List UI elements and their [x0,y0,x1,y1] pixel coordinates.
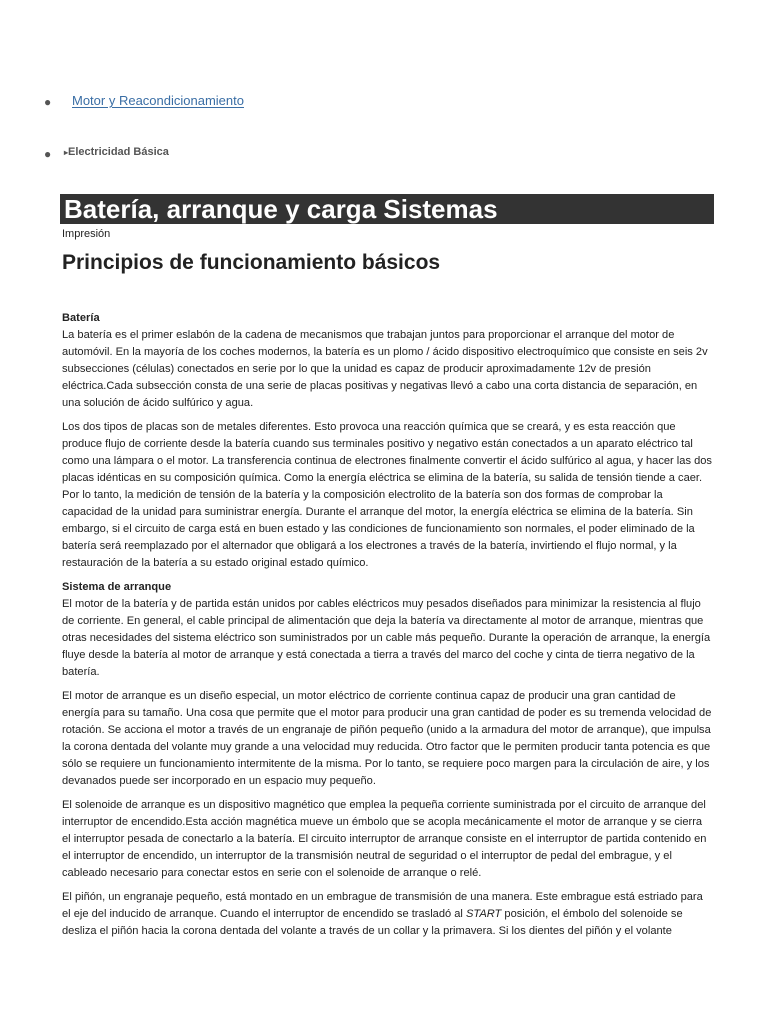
print-link[interactable]: Impresión [62,228,111,240]
breadcrumb-label: Electricidad Básica [68,146,169,158]
paragraph: Los dos tipos de placas son de metales diferentes. Esto provoca una reacción química que se creará, y es esta reacción que produce flujo de corriente desde la batería cuando sus terminales positivo y negativo están conectados a un aparato eléctrico tal como una lámpara o el motor. La transferencia continua de electrones finalmente convertir el ácido sulfúrico al agua, y hacer las dos placas idénticas en su composición química. Como la energía eléctrica se elimina de la batería, su salida de tensión tiende a caer. Por lo tanto, la medición de tensión de la batería y la composición electrolito de la batería son dos formas de comprobar la capacidad de la unidad para suministrar energía. Durante el arranque del motor, la energía eléctrica se elimina de la batería. Sin embargo, si el circuito de carga está en buen estado y las condiciones de funcionamiento son normales, el poder eliminado de la batería será reemplazado por el alternador que obligará a los electrones a través de la batería, invirtiendo el flujo normal, y la restauración de la batería a su estado original estado químico. [62,421,712,569]
page-title: Batería, arranque y carga Sistemas [60,194,714,224]
section-subtitle: Principios de funcionamiento básicos [62,251,441,274]
motor-reacondicionamiento-link[interactable]: Motor y Reacondicionamiento [72,93,244,108]
paragraph: El solenoide de arranque es un dispositivo magnético que emplea la pequeña corriente suministrada por el circuito de arranque del interruptor de encendido.Esta acción magnética mueve un émbolo que se acopla mecánicamente el motor de arranque y se cierra el interruptor pesada de conectarlo a la batería. El circuito interruptor de arranque consiste en el interruptor de partida contenido en el interruptor de encendido, un interruptor de la transmisión neutral de seguridad o el interruptor de pedal del embrague, y el cableado necesario para conectar estos en serie con el solenoide de arranque o relé. [62,799,707,879]
start-emphasis: START [465,908,502,920]
paragraph-text: posición, el émbolo del solenoide se desliza el piñón hacia la corona dentada del volante a través de un collar y la primavera. Si los dientes del piñón y el volante [62,908,683,937]
paragraph [62,889,712,940]
paragraph: El motor de arranque es un diseño especial, un motor eléctrico de corriente continua capaz de producir una gran cantidad de energía para su tamaño. Una cosa que permite que el motor para producir una gran cantidad de poder es su tremenda velocidad de rotación. Se acciona el motor a través de un engranaje de piñón pequeño (unido a la armadura del motor de arranque), que impulsa la corona dentada del volante muy grande a una velocidad muy reducida. Otro factor que le permiten producir tanta potencia es que sólo se requiere un funcionamiento intermitente de la misma. Por lo tanto, se requiere poco margen para la circulación de aire, y los devanados puede ser incorporado en un espacio muy pequeño. [62,690,712,787]
paragraph: El motor de la batería y de partida están unidos por cables eléctricos muy pesados diseñados para minimizar la resistencia al flujo de corriente. En general, el cable principal de alimentación que deja la batería va directamente al motor de arranque, mientras que otras necesidades del sistema eléctrico son suministrados por un cable más pequeño. Durante la operación de arranque, la energía fluye desde la batería al motor de arranque y está conectada a tierra a través del marco del coche y cinta de tierra negativo de la batería. [62,598,711,678]
paragraph-text: El piñón, un engranaje pequeño, está montado en un embrague de transmisión de una manera. Este embrague está estriado para el eje del inducido de arranque. Cuando el interruptor de encendido se trasladó al [62,891,703,920]
list-bullet: ● [44,147,52,161]
paragraph: La batería es el primer eslabón de la cadena de mecanismos que trabajan juntos para proporcionar el arranque del motor de automóvil. En la mayoría de los coches modernos, la batería es un plomo / ácido dispositivo electroquímico que consiste en seis 2v subsecciones (células) conectados en serie por lo que la unidad es capaz de producir aproximadamente 12v de presión eléctrica.Cada subsección consta de una serie de placas positivas y negativas llevó a cabo una corta distancia de separación, en una solución de ácido sulfúrico y agua. [62,329,708,409]
list-bullet: ● [44,95,52,109]
article-body [62,310,712,947]
heading-bateria: Batería [62,312,100,324]
breadcrumb[interactable] [64,146,169,158]
breadcrumb-marker: ▸ [64,148,69,157]
heading-sistema-arranque: Sistema de arranque [62,581,172,593]
